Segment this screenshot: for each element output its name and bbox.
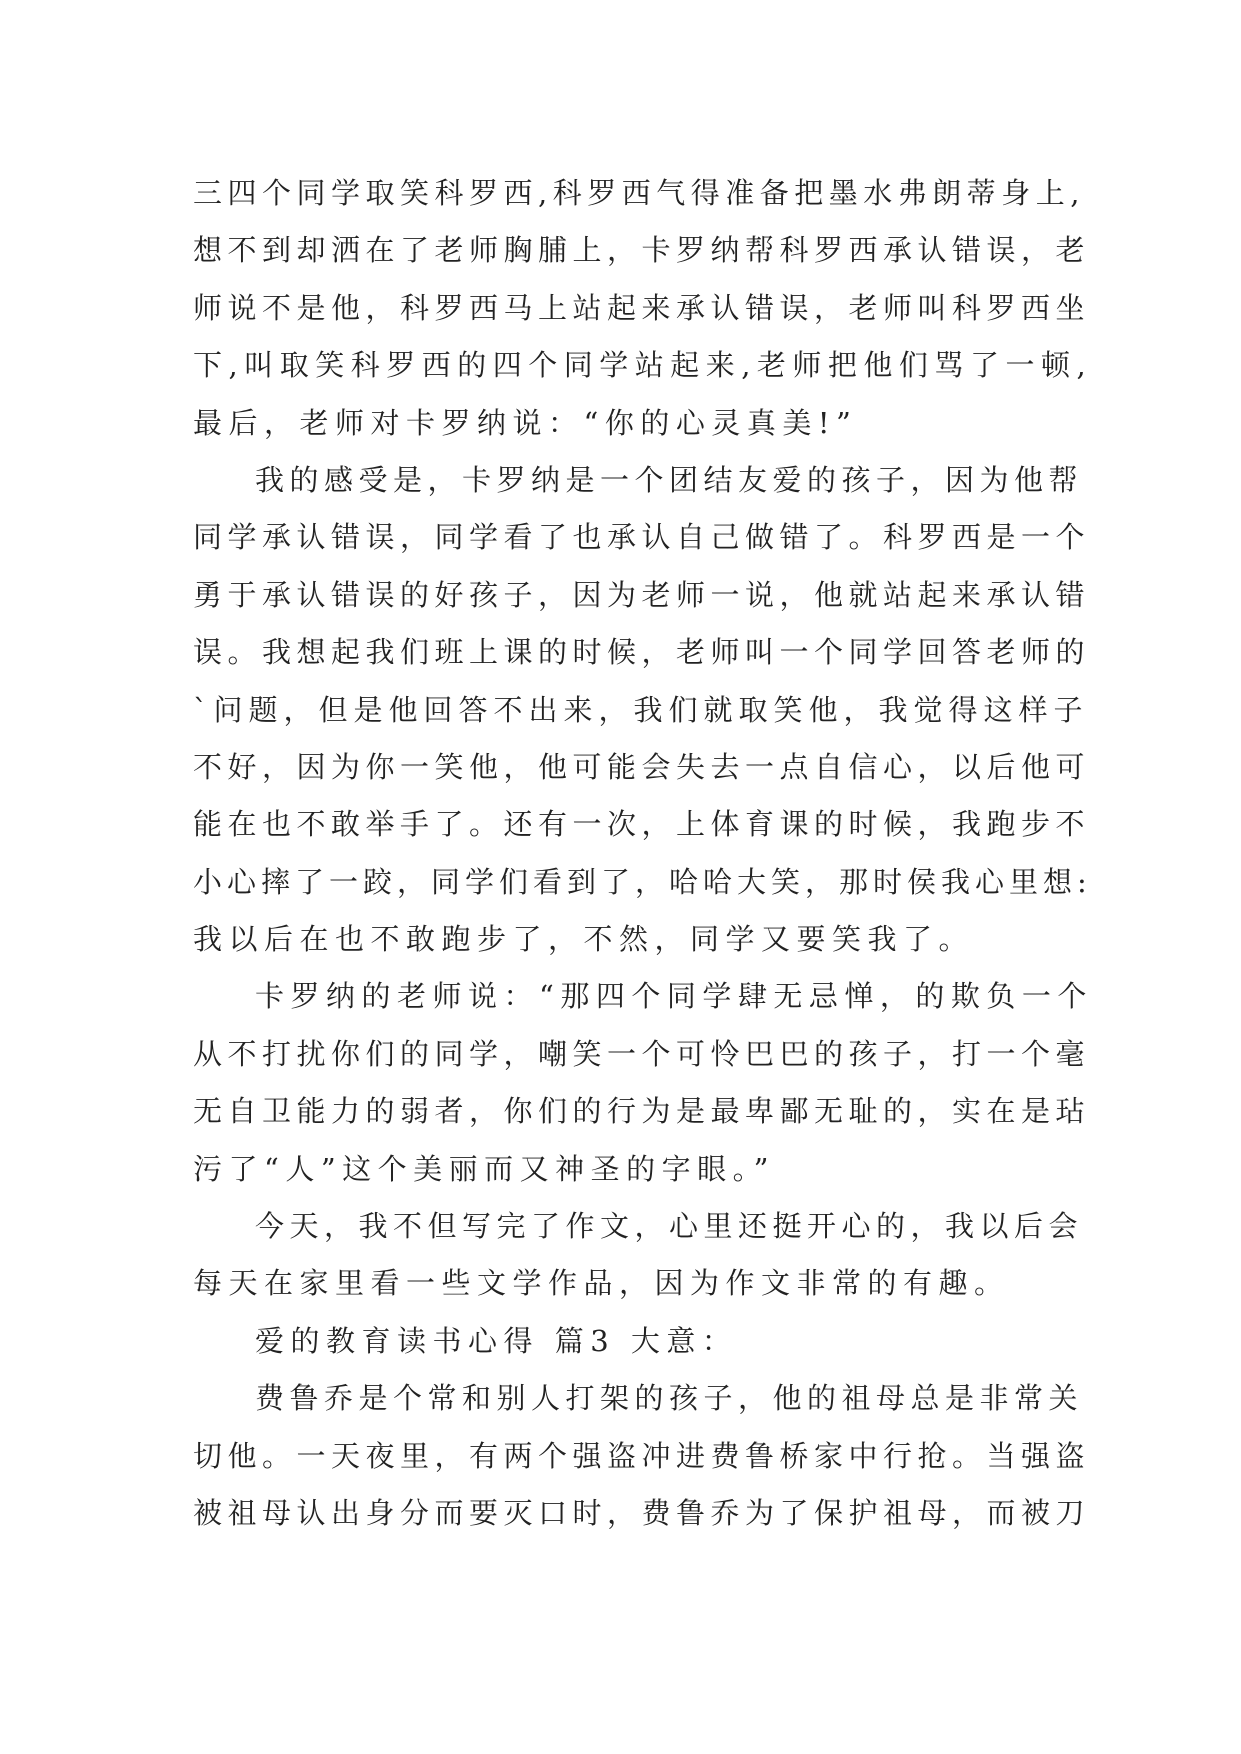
text-line: 爱的教育读书心得 篇3 大意： — [255, 1323, 738, 1358]
text-line: 我以后在也不敢跑步了，不然，同学又要笑我了。 — [193, 922, 975, 957]
text-line: 我的感受是，卡罗纳是一个团结友爱的孩子，因为他帮 — [255, 462, 1084, 497]
text-line: 今天，我不但写完了作文，心里还挺开心的，我以后会 — [255, 1209, 1084, 1244]
text-line: 不好，因为你一笑他，他可能会失去一点自信心，以后他可 — [193, 749, 1091, 784]
text-line: 切他。一天夜里，有两个强盗冲进费鲁桥家中行抢。当强盗 — [193, 1438, 1091, 1473]
text-line: 能在也不敢举手了。还有一次，上体育课的时候，我跑步不 — [193, 807, 1091, 842]
text-line: `问题，但是他回答不出来，我们就取笑他，我觉得这样子 — [193, 692, 1089, 727]
text-line: 三四个同学取笑科罗西,科罗西气得准备把墨水弗朗蒂身上, — [193, 176, 1085, 210]
text-line: 无自卫能力的弱者，你们的行为是最卑鄙无耻的，实在是玷 — [193, 1094, 1091, 1129]
text-line: 同学承认错误，同学看了也承认自己做错了。科罗西是一个 — [193, 520, 1091, 555]
text-line: 从不打扰你们的同学，嘲笑一个可怜巴巴的孩子，打一个毫 — [193, 1036, 1091, 1071]
text-line: 最后，老师对卡罗纳说：“你的心灵真美!” — [193, 405, 858, 440]
text-line: 误。我想起我们班上课的时候，老师叫一个同学回答老师的 — [193, 635, 1091, 670]
text-line: 每天在家里看一些文学作品，因为作文非常的有趣。 — [193, 1266, 1010, 1301]
text-line: 勇于承认错误的好孩子，因为老师一说，他就站起来承认错 — [193, 577, 1091, 612]
text-line: 小心摔了一跤，同学们看到了，哈哈大笑，那时侯我心里想: — [193, 864, 1092, 899]
text-line: 下,叫取笑科罗西的四个同学站起来,老师把他们骂了一顿, — [193, 348, 1093, 383]
text-line: 费鲁乔是个常和别人打架的孩子，他的祖母总是非常关 — [255, 1381, 1084, 1416]
text-line: 卡罗纳的老师说：“那四个同学肆无忌惮，的欺负一个 — [255, 979, 1093, 1014]
text-line: 想不到却洒在了老师胸脯上，卡罗纳帮科罗西承认错误，老 — [193, 233, 1091, 268]
text-line: 污了“人”这个美丽而又神圣的字眼。” — [193, 1151, 775, 1186]
text-line: 被祖母认出身分而要灭口时，费鲁乔为了保护祖母，而被刀 — [193, 1495, 1091, 1530]
text-line: 师说不是他，科罗西马上站起来承认错误，老师叫科罗西坐 — [193, 290, 1091, 325]
body-text — [193, 165, 1093, 1542]
